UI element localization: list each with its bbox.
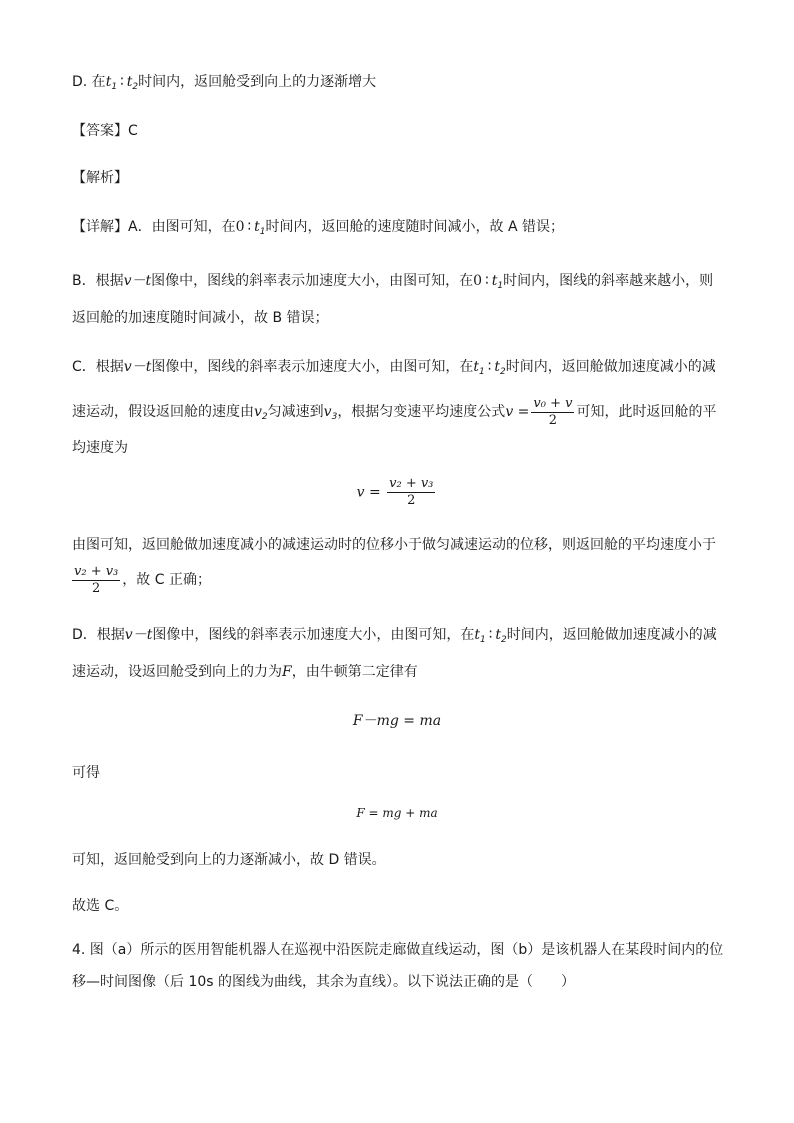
equation-lhs: v = (356, 484, 381, 501)
detail-c-l2-d: 可知，此时返回舱的平 (576, 404, 717, 420)
detail-d-l4: 可知，返回舱受到向上的力逐渐减小，故 D 错误。 (72, 852, 386, 868)
v3-subscript: 3 (331, 412, 338, 422)
fraction-numerator: v₀ + v (533, 395, 573, 411)
detail-c-line1 (72, 357, 734, 382)
vt-symbol: v－t (123, 359, 152, 375)
fraction-denominator: 2 (407, 493, 416, 508)
t2-subscript: 2 (501, 635, 507, 645)
detail-c-prefix: C．根据 (72, 359, 124, 375)
option-d-prefix: D. 在 (72, 74, 106, 90)
vt-symbol: v－t (123, 273, 152, 289)
question-4-text-1: 4. 图（a）所示的医用智能机器人在巡视中沿医院走廊做直线运动，图（b）是该机器人在某段时间内的位 (72, 942, 724, 958)
t1-subscript: 1 (259, 227, 266, 237)
question-4-text-2: 移—时间图像（后 10s 的图线为曲线，其余为直线）。以下说法正确的是（ ） (72, 974, 576, 990)
equation-newton-second-law (0, 710, 794, 730)
detail-c-l3: 均速度为 (72, 440, 128, 456)
final-selection (72, 896, 734, 916)
analysis-label: 【解析】 (72, 170, 128, 186)
question-4-line1 (72, 940, 734, 960)
detail-c-line4 (72, 535, 734, 555)
t2-subscript: 2 (500, 367, 506, 377)
detail-d-l2-a: 速运动，设返回舱受到向上的力为 (72, 664, 282, 680)
detail-c-l2-a: 速运动，假设返回舱的速度由 (72, 404, 254, 420)
detail-b-suffix: 时间内，图线的斜率越来越小，则 (503, 273, 714, 289)
zero-symbol: 0 (473, 273, 483, 289)
answer-label: 【答案】 (72, 123, 128, 139)
detail-a-suffix: 时间内，返回舱的速度随时间减小，故 A 错误； (265, 219, 565, 235)
detail-c-line2 (72, 394, 734, 435)
detail-c-line5 (72, 560, 734, 600)
detail-c-l5-suffix: ，故 C 正确； (122, 572, 211, 588)
range-separator: ∶ (485, 273, 489, 289)
detail-c-l2-b: 匀减速到 (267, 404, 324, 420)
detail-a (72, 217, 734, 242)
range-separator: ∶ (487, 359, 492, 375)
detail-label: 【详解】 (72, 219, 128, 235)
t1-symbol: t (105, 74, 112, 90)
detail-d-prefix: D．根据 (72, 627, 125, 643)
option-d (72, 72, 734, 97)
fraction-denominator: 2 (548, 412, 558, 428)
fraction-denominator: 2 (92, 580, 101, 596)
t1-subscript: 1 (497, 281, 504, 291)
detail-d-l3: 可得 (72, 765, 100, 781)
v2-symbol: v (254, 404, 262, 420)
avg-velocity-fraction (531, 396, 574, 429)
detail-d-l2-b: ，由牛顿第二定律有 (291, 664, 418, 680)
detail-b-mid: 图像中，图线的斜率表示加速度大小，由图可知，在 (151, 273, 474, 289)
t1-symbol: t (474, 627, 480, 643)
t2-symbol: t (126, 74, 133, 90)
t1-symbol: t (491, 273, 498, 289)
equation-text: F－mg = ma (352, 713, 442, 729)
analysis-heading (72, 168, 734, 188)
detail-c-mid: 图像中，图线的斜率表示加速度大小，由图可知，在 (151, 359, 474, 375)
detail-b-line2 (72, 308, 734, 328)
detail-a-prefix: A．由图可知，在 (128, 219, 236, 235)
answer-value: C (128, 123, 138, 139)
equation-avg-velocity (0, 476, 794, 509)
detail-d-line1 (72, 625, 734, 650)
force-symbol: F (282, 664, 292, 680)
range-separator: ∶ (247, 219, 252, 235)
t2-subscript: 2 (132, 82, 139, 92)
detail-d-mid: 图像中，图线的斜率表示加速度大小，由图可知，在 (152, 627, 475, 643)
equation-text: F = mg + ma (356, 806, 438, 820)
detail-b-line2-text: 返回舱的加速度随时间减小，故 B 错误； (72, 310, 329, 326)
detail-c-suffix: 时间内，返回舱做加速度减小的减 (505, 359, 716, 375)
t1-symbol: t (254, 219, 260, 235)
fraction-numerator: v₂ + v₃ (74, 563, 119, 579)
detail-b-prefix: B．根据 (72, 273, 124, 289)
v3-symbol: v (323, 404, 332, 420)
answer-line (72, 121, 734, 141)
avg-velocity-lhs: v = (505, 404, 530, 420)
detail-d-suffix: 时间内，返回舱做加速度减小的减 (506, 627, 717, 643)
equation-fraction (387, 476, 435, 509)
option-d-suffix: 时间内，返回舱受到向上的力逐渐增大 (138, 74, 377, 90)
question-4-line2 (72, 972, 734, 992)
equation-force (0, 805, 794, 821)
fraction-numerator: v₂ + v₃ (389, 476, 434, 491)
detail-c-l4: 由图可知，返回舱做加速度减小的减速运动时的位移小于做匀减速运动的位移，则返回舱的平均速度小于 (72, 537, 716, 553)
final-selection-text: 故选 C。 (72, 898, 129, 914)
detail-d-line4 (72, 850, 734, 870)
v2-subscript: 2 (261, 412, 268, 422)
detail-c-l2-c: ，根据匀变速平均速度公式 (337, 404, 506, 420)
range-separator: ∶ (120, 74, 124, 90)
zero-symbol: 0 (235, 219, 245, 235)
t1-subscript: 1 (479, 635, 486, 645)
vt-symbol: v－t (124, 627, 153, 643)
inline-fraction (72, 564, 120, 597)
t2-symbol: t (495, 627, 501, 643)
t1-subscript: 1 (111, 82, 118, 92)
t2-symbol: t (494, 359, 500, 375)
range-separator: ∶ (488, 627, 493, 643)
detail-d-line3 (72, 763, 734, 783)
detail-b-line1 (72, 271, 734, 296)
detail-c-line3 (72, 438, 734, 458)
detail-d-line2 (72, 662, 734, 682)
t1-symbol: t (473, 359, 479, 375)
t1-subscript: 1 (478, 367, 485, 377)
